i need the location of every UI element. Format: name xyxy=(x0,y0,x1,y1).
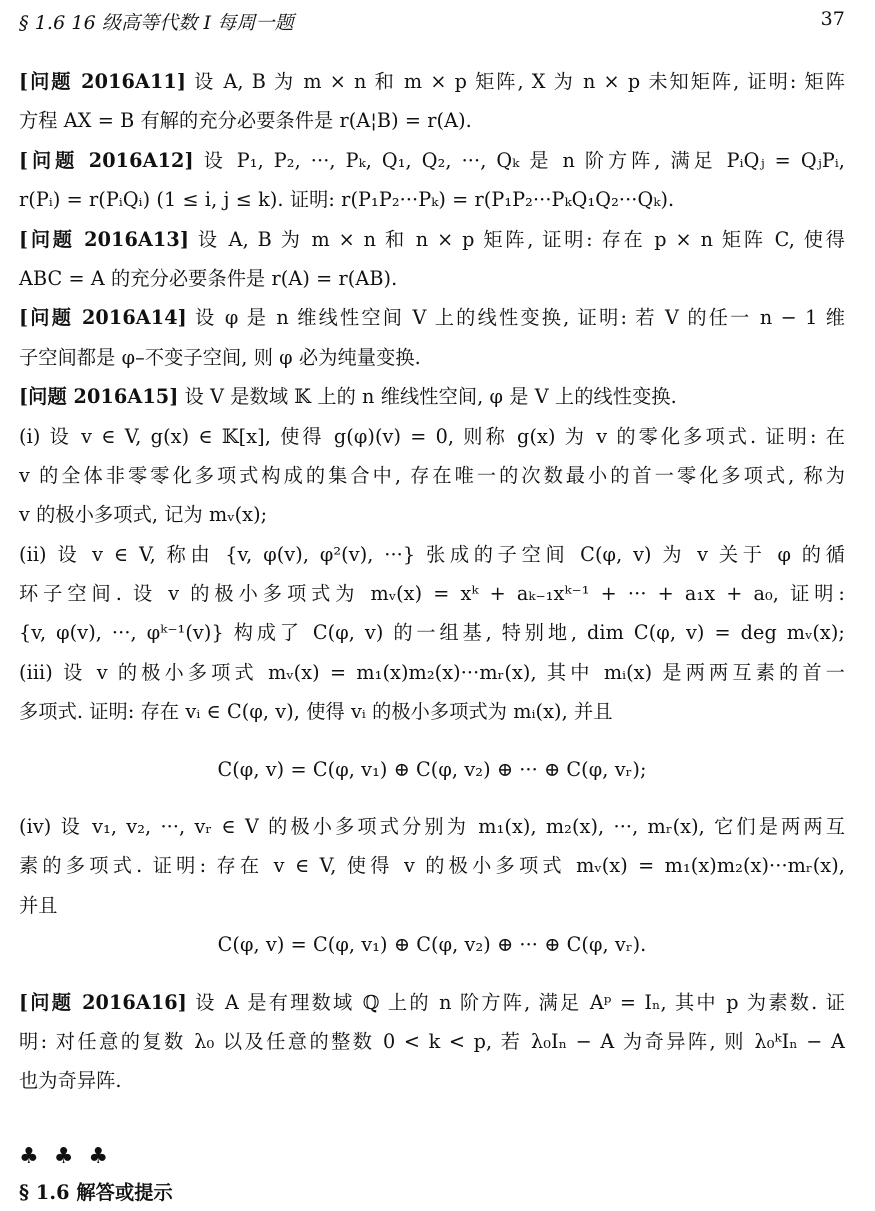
section-title: § 1.6 解答或提示 xyxy=(19,1180,173,1204)
problem-a15-part-i-line-1: (i) 设 v ∈ V, g(x) ∈ 𝕂[x], 使得 g(φ)(v) = 0, 则称 g(x) 为 v 的零化多项式. 证明: 在 xyxy=(19,424,845,448)
problem-a15-part-iv-line-3: 并且 xyxy=(19,893,58,917)
display-equation-1: C(φ, v) = C(φ, v₁) ⊕ C(φ, v₂) ⊕ ··· ⊕ C(φ, vᵣ); xyxy=(217,757,647,781)
problem-a13-line-1: [问题 2016A13] 设 A, B 为 m × n 和 n × p 矩阵, 证明: 存在 p × n 矩阵 C, 使得 xyxy=(19,227,845,251)
problem-a15-part-ii-line-3: {v, φ(v), ···, φᵏ⁻¹(v)} 构成了 C(φ, v) 的一组基, 特别地, dim C(φ, v) = deg mᵥ(x); xyxy=(19,621,845,645)
problem-a14-line-2: 子空间都是 φ–不变子空间, 则 φ 必为纯量变换. xyxy=(19,345,421,369)
problem-label: [问题 2016A15] xyxy=(19,385,179,409)
problem-a16-line-1: [问题 2016A16] 设 A 是有理数域 ℚ 上的 n 阶方阵, 满足 Aᵖ = Iₙ, 其中 p 为素数. 证 xyxy=(19,990,845,1014)
problem-a15-part-ii-line-2: 环子空间. 设 v 的极小多项式为 mᵥ(x) = xᵏ + aₖ₋₁xᵏ⁻¹ + ··· + a₁x + a₀, 证明: xyxy=(19,582,845,606)
problem-a16-line-2: 明: 对任意的复数 λ₀ 以及任意的整数 0 < k < p, 若 λ₀Iₙ − A 为奇异阵, 则 λ₀ᵏIₙ − A xyxy=(19,1029,845,1053)
header-title: § 1.6 16 级高等代数 I 每周一题 xyxy=(19,12,294,34)
problem-label: [问题 2016A16] xyxy=(19,990,187,1014)
problem-a15-part-iv-line-2: 素的多项式. 证明: 存在 v ∈ V, 使得 v 的极小多项式 mᵥ(x) = m₁(x)m₂(x)···mᵣ(x), xyxy=(19,854,845,878)
display-equation-2: C(φ, v) = C(φ, v₁) ⊕ C(φ, v₂) ⊕ ··· ⊕ C(φ, vᵣ). xyxy=(217,933,647,957)
page-number: 37 xyxy=(820,8,845,30)
document-body xyxy=(19,62,845,1211)
problem-a11-line-1: [问题 2016A11] 设 A, B 为 m × n 和 m × p 矩阵, X 为 n × p 未知矩阵, 证明: 矩阵 xyxy=(19,70,845,93)
clubs-separator: ♣ ♣ ♣ xyxy=(19,1143,113,1169)
problem-a15-part-iii-line-2: 多项式. 证明: 存在 vᵢ ∈ C(φ, v), 使得 vᵢ 的极小多项式为 mᵢ(x), 并且 xyxy=(19,700,613,724)
problem-a11-line-2: 方程 AX = B 有解的充分必要条件是 r(A¦B) = r(A). xyxy=(19,109,472,133)
problem-a15-part-i-line-3: v 的极小多项式, 记为 mᵥ(x); xyxy=(19,503,268,527)
problem-a15-part-ii-line-1: (ii) 设 v ∈ V, 称由 {v, φ(v), φ²(v), ···} 张成的子空间 C(φ, v) 为 v 关于 φ 的循 xyxy=(19,542,845,566)
problem-a12-line-1: [问题 2016A12] 设 P₁, P₂, ···, Pₖ, Q₁, Q₂, ···, Qₖ 是 n 阶方阵, 满足 PᵢQⱼ = QⱼPᵢ, xyxy=(19,148,845,172)
problem-a14-line-1: [问题 2016A14] 设 φ 是 n 维线性空间 V 上的线性变换, 证明: 若 V 的任一 n − 1 维 xyxy=(19,306,845,330)
problem-label: [问题 2016A12] xyxy=(19,148,194,172)
running-header xyxy=(19,8,845,36)
problem-a13-line-2: ABC = A 的充分必要条件是 r(A) = r(AB). xyxy=(19,266,398,290)
problem-a15-part-iii-line-1: (iii) 设 v 的极小多项式 mᵥ(x) = m₁(x)m₂(x)···mᵣ(x), 其中 mᵢ(x) 是两两互素的首一 xyxy=(19,660,845,684)
problem-label: [问题 2016A11] xyxy=(19,70,187,93)
problem-a15-part-iv-line-1: (iv) 设 v₁, v₂, ···, vᵣ ∈ V 的极小多项式分别为 m₁(x), m₂(x), ···, mᵣ(x), 它们是两两互 xyxy=(19,815,845,839)
problem-a15-intro: [问题 2016A15] 设 V 是数域 𝕂 上的 n 维线性空间, φ 是 V 上的线性变换. xyxy=(19,385,677,409)
problem-a16-line-3: 也为奇异阵. xyxy=(19,1069,122,1093)
problem-a12-line-2: r(Pᵢ) = r(PᵢQᵢ) (1 ≤ i, j ≤ k). 证明: r(P₁P₂···Pₖ) = r(P₁P₂···PₖQ₁Q₂···Qₖ). xyxy=(19,188,675,212)
problem-label: [问题 2016A13] xyxy=(19,227,190,251)
problem-a15-part-i-line-2: v 的全体非零零化多项式构成的集合中, 存在唯一的次数最小的首一零化多项式, 称为 xyxy=(19,463,845,487)
problem-label: [问题 2016A14] xyxy=(19,306,187,330)
